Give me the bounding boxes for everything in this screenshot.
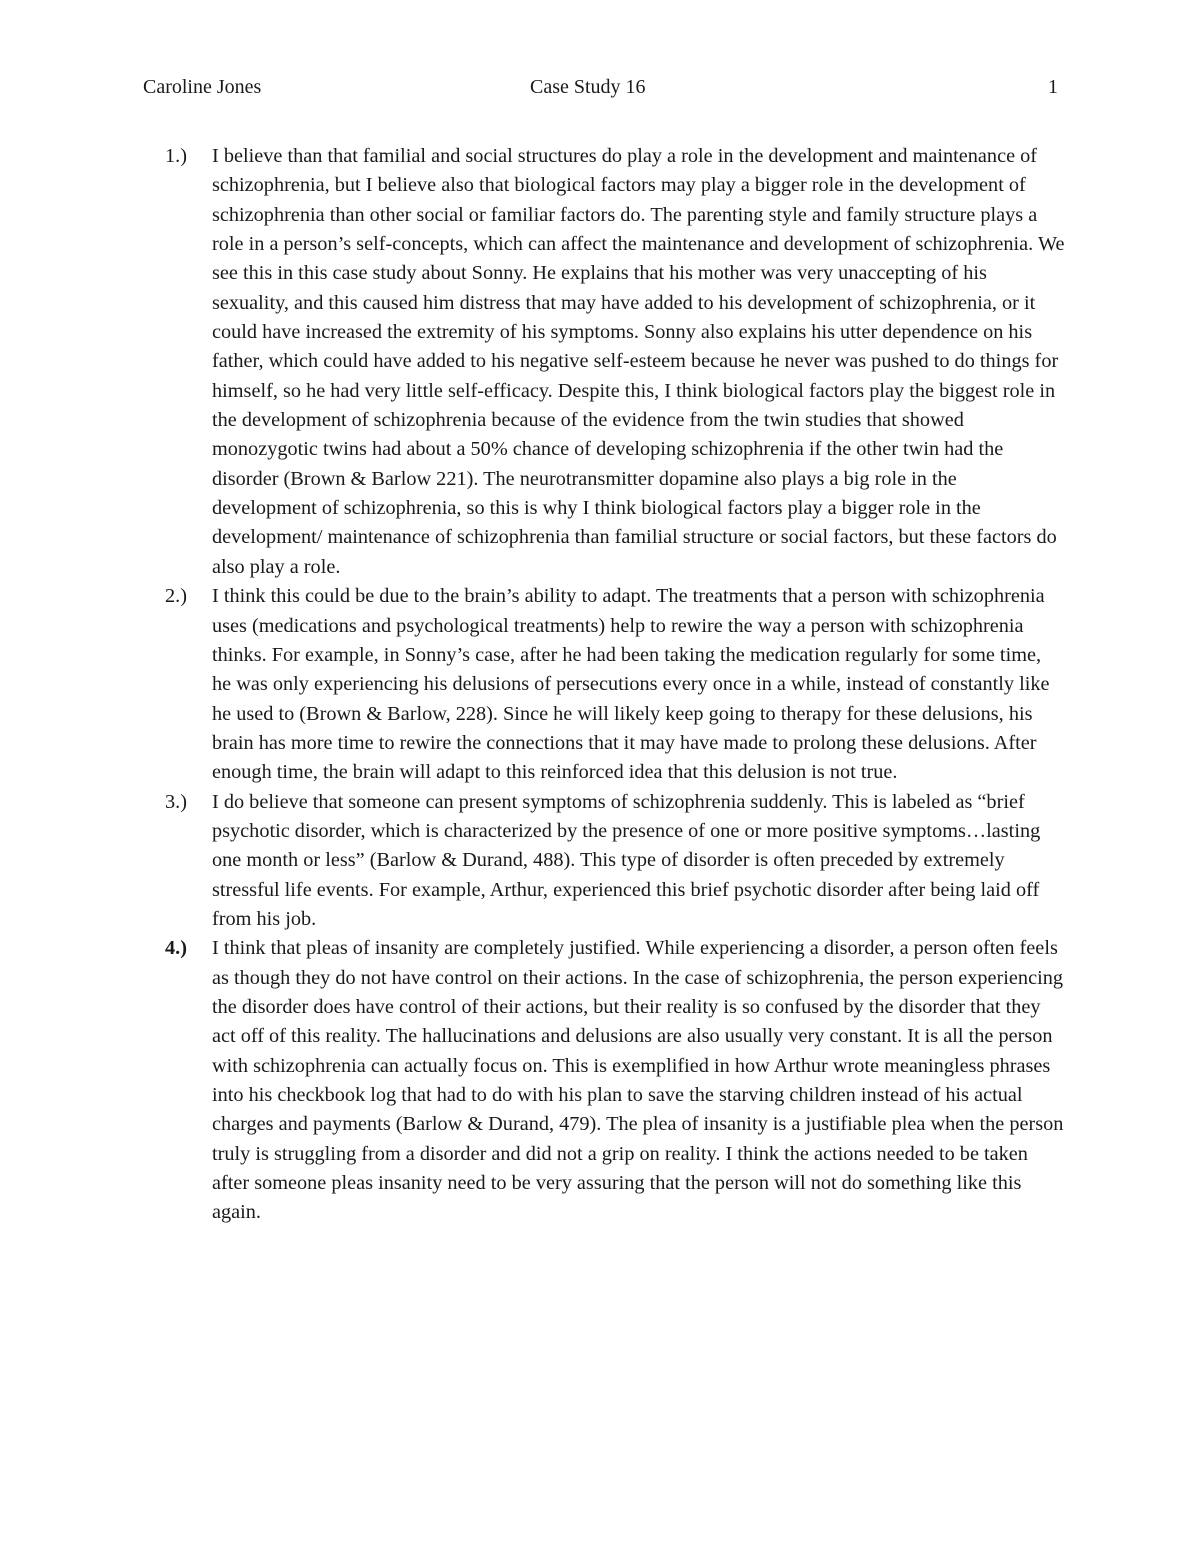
header-title: Case Study 16 (530, 76, 646, 98)
answer-text: I think that pleas of insanity are completely justified. While experiencing a disorder, a person often feels as though they do not have control on their actions. In the case of schizophrenia, the person experiencing the disorder does have control of their actions, but their reality is so confused by the disorder that they act off of this reality. The hallucinations and delusions are also usually very constant. It is all the person with schizophrenia can actually focus on. This is exemplified in how Arthur wrote meaningless phrases into his checkbook log that had to do with his plan to save the starving children instead of his actual charges and payments (Barlow & Durand, 479). The plea of insanity is a justifiable plea when the person truly is struggling from a disorder and did not a grip on reality. I think the actions needed to be taken after someone pleas insanity need to be very assuring that the person will not do something like this again. (212, 937, 1064, 1224)
answer-item-4 (165, 934, 1065, 1227)
answer-item-3 (165, 788, 1065, 935)
answer-text: I do believe that someone can present symptoms of schizophrenia suddenly. This is labeled as “brief psychotic disorder, which is characterized by the presence of one or more positive symptoms…lasting one month or less” (Barlow & Durand, 488). This type of disorder is often preceded by extremely stressful life events. For example, Arthur, experienced this brief psychotic disorder after being laid off from his job. (212, 790, 1041, 930)
header-author: Caroline Jones (143, 76, 262, 98)
header-page-number: 1 (1048, 76, 1058, 98)
answer-item-2 (165, 582, 1065, 787)
answer-text: I believe than that familial and social structures do play a role in the development and maintenance of schizophrenia, but I believe also that biological factors may play a bigger role in the development of schizophrenia than other social or familiar factors do. The parenting style and family structure plays a role in a person’s self-concepts, which can affect the maintenance and development of schizophrenia. We see this in this case study about Sonny. He explains that his mother was very unaccepting of his sexuality, and this caused him distress that may have added to his development of schizophrenia, or it could have increased the extremity of his symptoms. Sonny also explains his utter dependence on his father, which could have added to his negative self-esteem because he never was pushed to do things for himself, so he had very little self-efficacy. Despite this, I think biological factors play the biggest role in the development of schizophrenia because of the evidence from the twin studies that showed monozygotic twins had about a 50% chance of developing schizophrenia if the other twin had the disorder (Brown & Barlow 221). The neurotransmitter dopamine also plays a big role in the development of schizophrenia, so this is why I think biological factors play a bigger role in the development/ maintenance of schizophrenia than familial structure or social factors, but these factors do also play a role. (212, 145, 1065, 578)
answer-list (165, 142, 1065, 1228)
page-header (143, 72, 1058, 102)
answer-number: 4.) (165, 937, 187, 960)
answer-item-1 (165, 142, 1065, 582)
answer-number: 3.) (165, 790, 187, 813)
answer-number: 2.) (165, 585, 187, 608)
answer-text: I think this could be due to the brain’s ability to adapt. The treatments that a person with schizophrenia uses (medications and psychological treatments) help to rewire the way a person with schizophrenia thinks. For example, in Sonny’s case, after he had been taking the medication regularly for some time, he was only experiencing his delusions of persecutions every once in a while, instead of constantly like he used to (Brown & Barlow, 228). Since he will likely keep going to therapy for these delusions, his brain has more time to rewire the connections that it may have made to prolong these delusions. After enough time, the brain will adapt to this reinforced idea that this delusion is not true. (212, 585, 1050, 784)
answer-number: 1.) (165, 145, 187, 167)
